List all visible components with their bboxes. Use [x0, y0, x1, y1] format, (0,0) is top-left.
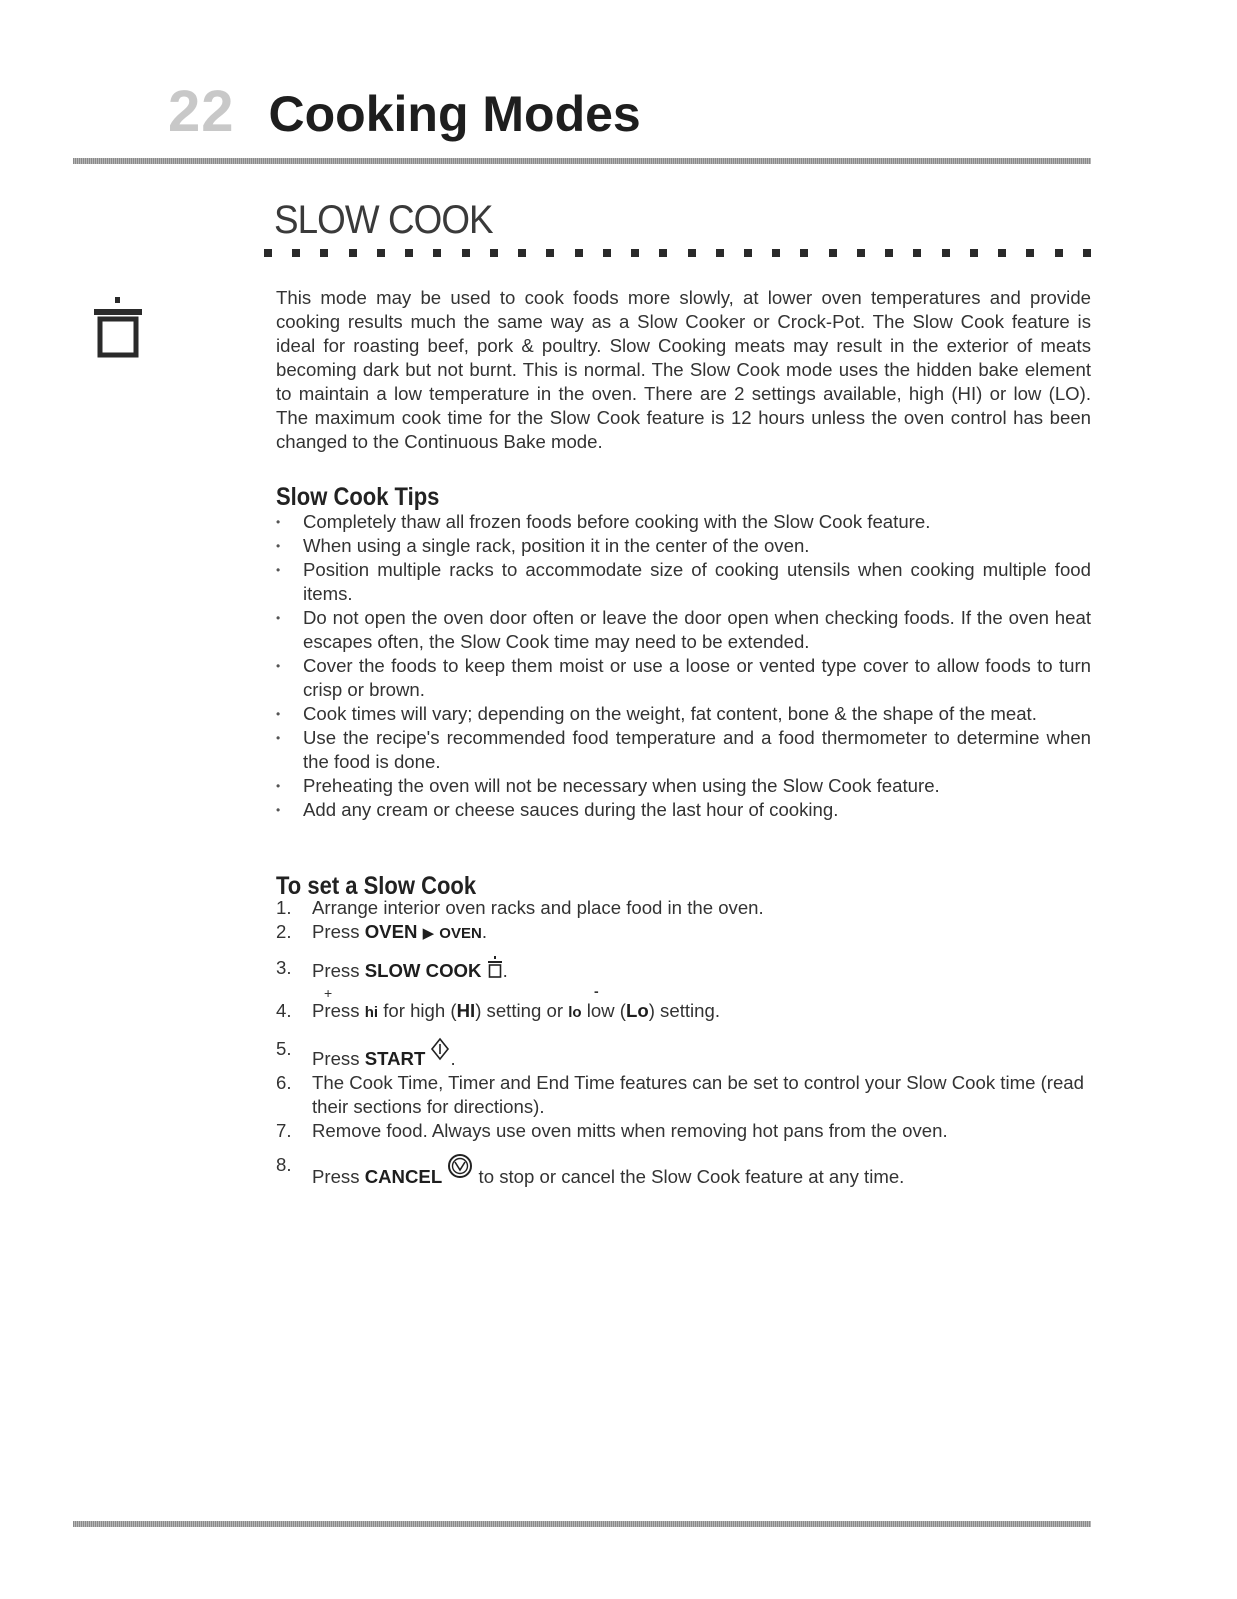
slow-cook-key-label: SLOW COOK [364, 960, 482, 981]
step-text: Press [312, 1166, 365, 1187]
step-number: 6. [276, 1072, 292, 1093]
slow-cook-pot-icon [487, 956, 503, 980]
step-text: Press [312, 1048, 365, 1069]
step-text: . [502, 960, 508, 981]
step-6 [276, 1071, 1091, 1119]
plus-symbol: + [324, 985, 333, 1001]
step-number: 1. [276, 897, 292, 918]
step-number: 5. [276, 1038, 292, 1059]
hi-setting: HI [456, 1000, 476, 1021]
step-text: Press [312, 1000, 365, 1021]
step-text: Press [312, 921, 365, 942]
header-rule [73, 158, 1091, 164]
step-3 [276, 956, 1091, 983]
step-2 [276, 920, 1091, 946]
lo-key-label: lo [568, 1004, 582, 1021]
chapter-title: Cooking Modes [268, 86, 641, 142]
tip-item: • Position multiple racks to accommodate size of cooking utensils when cooking multiple food items. [276, 558, 1091, 606]
step-number: 7. [276, 1120, 292, 1141]
step-text: . [481, 921, 487, 942]
oven-key-label: OVEN [364, 921, 418, 942]
tip-item: • Cover the foods to keep them moist or use a loose or vented type cover to allow foods to turn crisp or brown. [276, 654, 1091, 702]
tips-list [276, 510, 1091, 822]
page-header [168, 78, 641, 148]
tip-item: • Do not open the oven door often or leave the door open when checking foods. If the oven heat escapes often, the Slow Cook time may need to be extended. [276, 606, 1091, 654]
step-5 [276, 1037, 1091, 1071]
page-number: 22 [168, 79, 235, 144]
step-4 [276, 983, 1091, 1025]
oven-key-label-2: OVEN [439, 925, 482, 942]
step-text: ) setting or [475, 1000, 569, 1021]
footer-rule [73, 1521, 1091, 1527]
arrow-glyph: ▶ [422, 925, 435, 942]
minus-symbol: - [594, 983, 599, 999]
tips-heading: Slow Cook Tips [276, 483, 440, 511]
step-text: Remove food. Always use oven mitts when removing hot pans from the oven. [312, 1120, 948, 1141]
step-number: 2. [276, 921, 292, 942]
step-number: 8. [276, 1154, 292, 1175]
lo-setting: Lo [625, 1000, 649, 1021]
section-title: SLOW COOK [274, 198, 493, 242]
step-8 [276, 1153, 1091, 1189]
tip-item: • Preheating the oven will not be necessary when using the Slow Cook feature. [276, 774, 1091, 798]
start-key-label: START [364, 1048, 426, 1069]
step-text: to stop or cancel the Slow Cook feature at any time. [473, 1166, 905, 1187]
step-text: Press [312, 960, 365, 981]
dotted-divider [264, 249, 1091, 258]
step-text: low ( [581, 1000, 626, 1021]
step-number: 4. [276, 1000, 292, 1021]
steps-list [276, 896, 1091, 1189]
tip-item: • When using a single rack, position it in the center of the oven. [276, 534, 1091, 558]
cancel-icon [447, 1153, 473, 1179]
step-text: for high ( [378, 1000, 457, 1021]
cancel-key-label: CANCEL [364, 1166, 443, 1187]
step-text: Arrange interior oven racks and place food in the oven. [312, 897, 764, 918]
step-text: The Cook Time, Timer and End Time features can be set to control your Slow Cook time (read their sections for directions). [312, 1072, 1084, 1117]
slow-cook-pot-icon [88, 297, 148, 359]
tip-item: • Completely thaw all frozen foods before cooking with the Slow Cook feature. [276, 510, 1091, 534]
intro-paragraph: This mode may be used to cook foods more slowly, at lower oven temperatures and provide cooking results much the same way as a Slow Cooker or Crock-Pot. The Slow Cook feature is ideal for roasting beef, pork & poultry. Slow Cooking meats may result in the exterior of meats becoming dark but not burnt. This is normal. The Slow Cook mode uses the hidden bake element to maintain a low temperature in the oven. There are 2 settings available, high (HI) or low (LO). The maximum cook time for the Slow Cook feature is 12 hours unless the oven control has been changed to the Continuous Bake mode. [276, 287, 1091, 452]
steps-heading: To set a Slow Cook [276, 872, 477, 900]
hi-key-label: hi [364, 1004, 379, 1021]
tip-item: • Use the recipe's recommended food temperature and a food thermometer to determine when the food is done. [276, 726, 1091, 774]
step-text: . [450, 1048, 456, 1069]
step-7 [276, 1119, 1091, 1143]
step-text: ) setting. [648, 1000, 721, 1021]
tip-item: • Add any cream or cheese sauces during the last hour of cooking. [276, 798, 1091, 822]
tip-item: • Cook times will vary; depending on the weight, fat content, bone & the shape of the meat. [276, 702, 1091, 726]
start-icon [430, 1037, 450, 1063]
step-1 [276, 896, 1091, 920]
step-number: 3. [276, 957, 292, 978]
